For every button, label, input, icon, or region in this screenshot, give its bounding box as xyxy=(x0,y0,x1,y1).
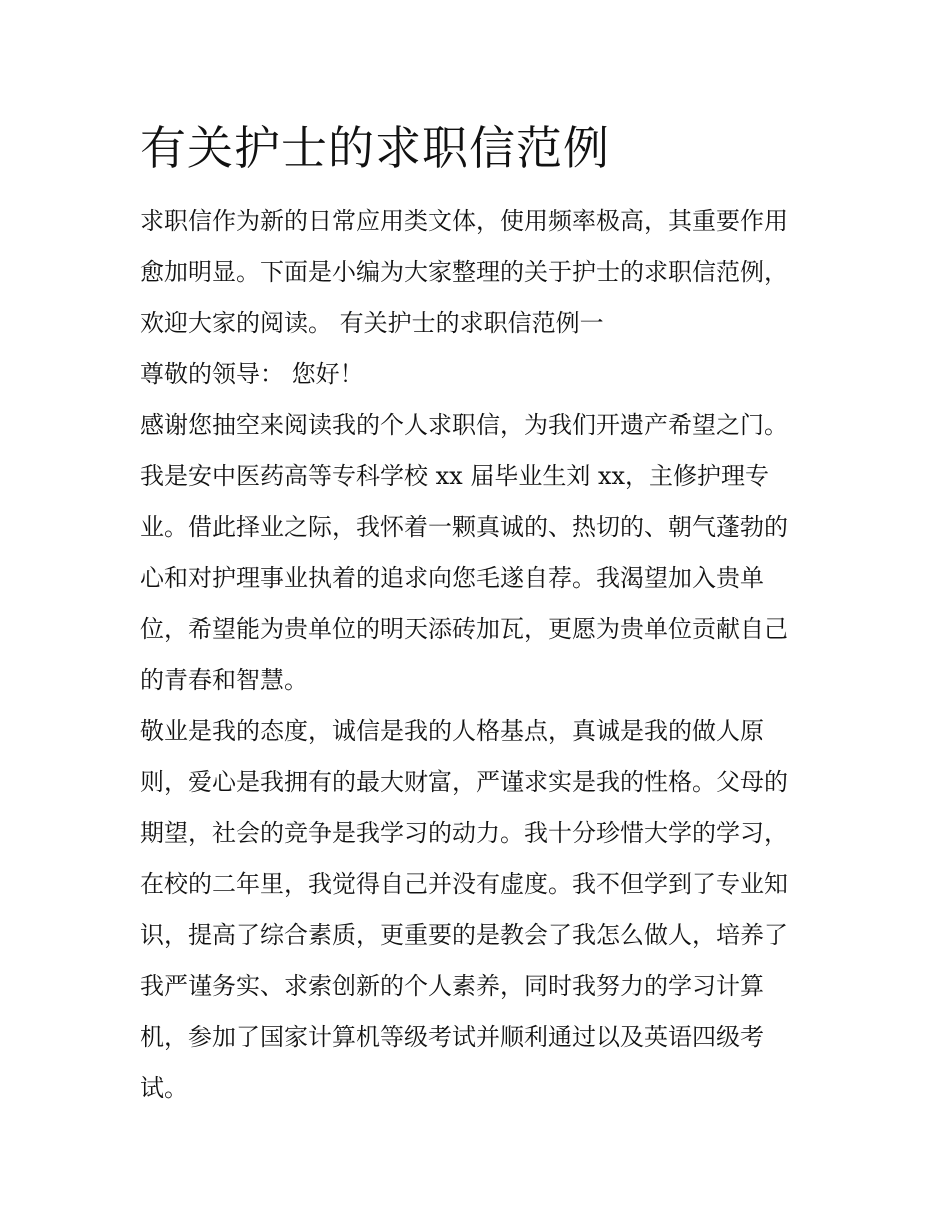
text-line: 我是安中医药高等专科学校 xx 届毕业生刘 xx，主修护理专 xyxy=(140,462,770,490)
text-line: 我严谨务实、求索创新的个人素养，同时我努力的学习计算 xyxy=(140,972,764,1000)
text-line: 的青春和智慧。 xyxy=(140,666,308,694)
text-line: 在校的二年里，我觉得自己并没有虚度。我不但学到了专业知 xyxy=(140,870,788,898)
document-body xyxy=(140,196,830,1114)
text-line: 期望，社会的竞争是我学习的动力。我十分珍惜大学的学习， xyxy=(140,819,788,847)
text-line: 敬业是我的态度，诚信是我的人格基点，真诚是我的做人原 xyxy=(140,717,764,745)
text-line: 愈加明显。下面是小编为大家整理的关于护士的求职信范例， xyxy=(140,258,788,286)
document-title: 有关护士的求职信范例 xyxy=(140,121,610,175)
text-line: 心和对护理事业执着的追求向您毛遂自荐。我渴望加入贵单 xyxy=(140,564,764,592)
text-line: 感谢您抽空来阅读我的个人求职信，为我们开遗产希望之门。 xyxy=(140,411,788,439)
text-line: 求职信作为新的日常应用类文体，使用频率极高，其重要作用 xyxy=(140,207,788,235)
text-line: 则，爱心是我拥有的最大财富，严谨求实是我的性格。父母的 xyxy=(140,768,788,796)
text-line: 识，提高了综合素质，更重要的是教会了我怎么做人，培养了 xyxy=(140,921,788,949)
text-line: 欢迎大家的阅读。 有关护士的求职信范例一 xyxy=(140,309,604,337)
text-line: 业。借此择业之际，我怀着一颗真诚的、热切的、朝气蓬勃的 xyxy=(140,513,788,541)
text-line: 试。 xyxy=(140,1074,188,1102)
text-line: 位，希望能为贵单位的明天添砖加瓦，更愿为贵单位贡献自己 xyxy=(140,615,788,643)
greeting-line: 尊敬的领导： 您好！ xyxy=(140,360,364,388)
text-line: 机，参加了国家计算机等级考试并顺利通过以及英语四级考 xyxy=(140,1023,764,1051)
